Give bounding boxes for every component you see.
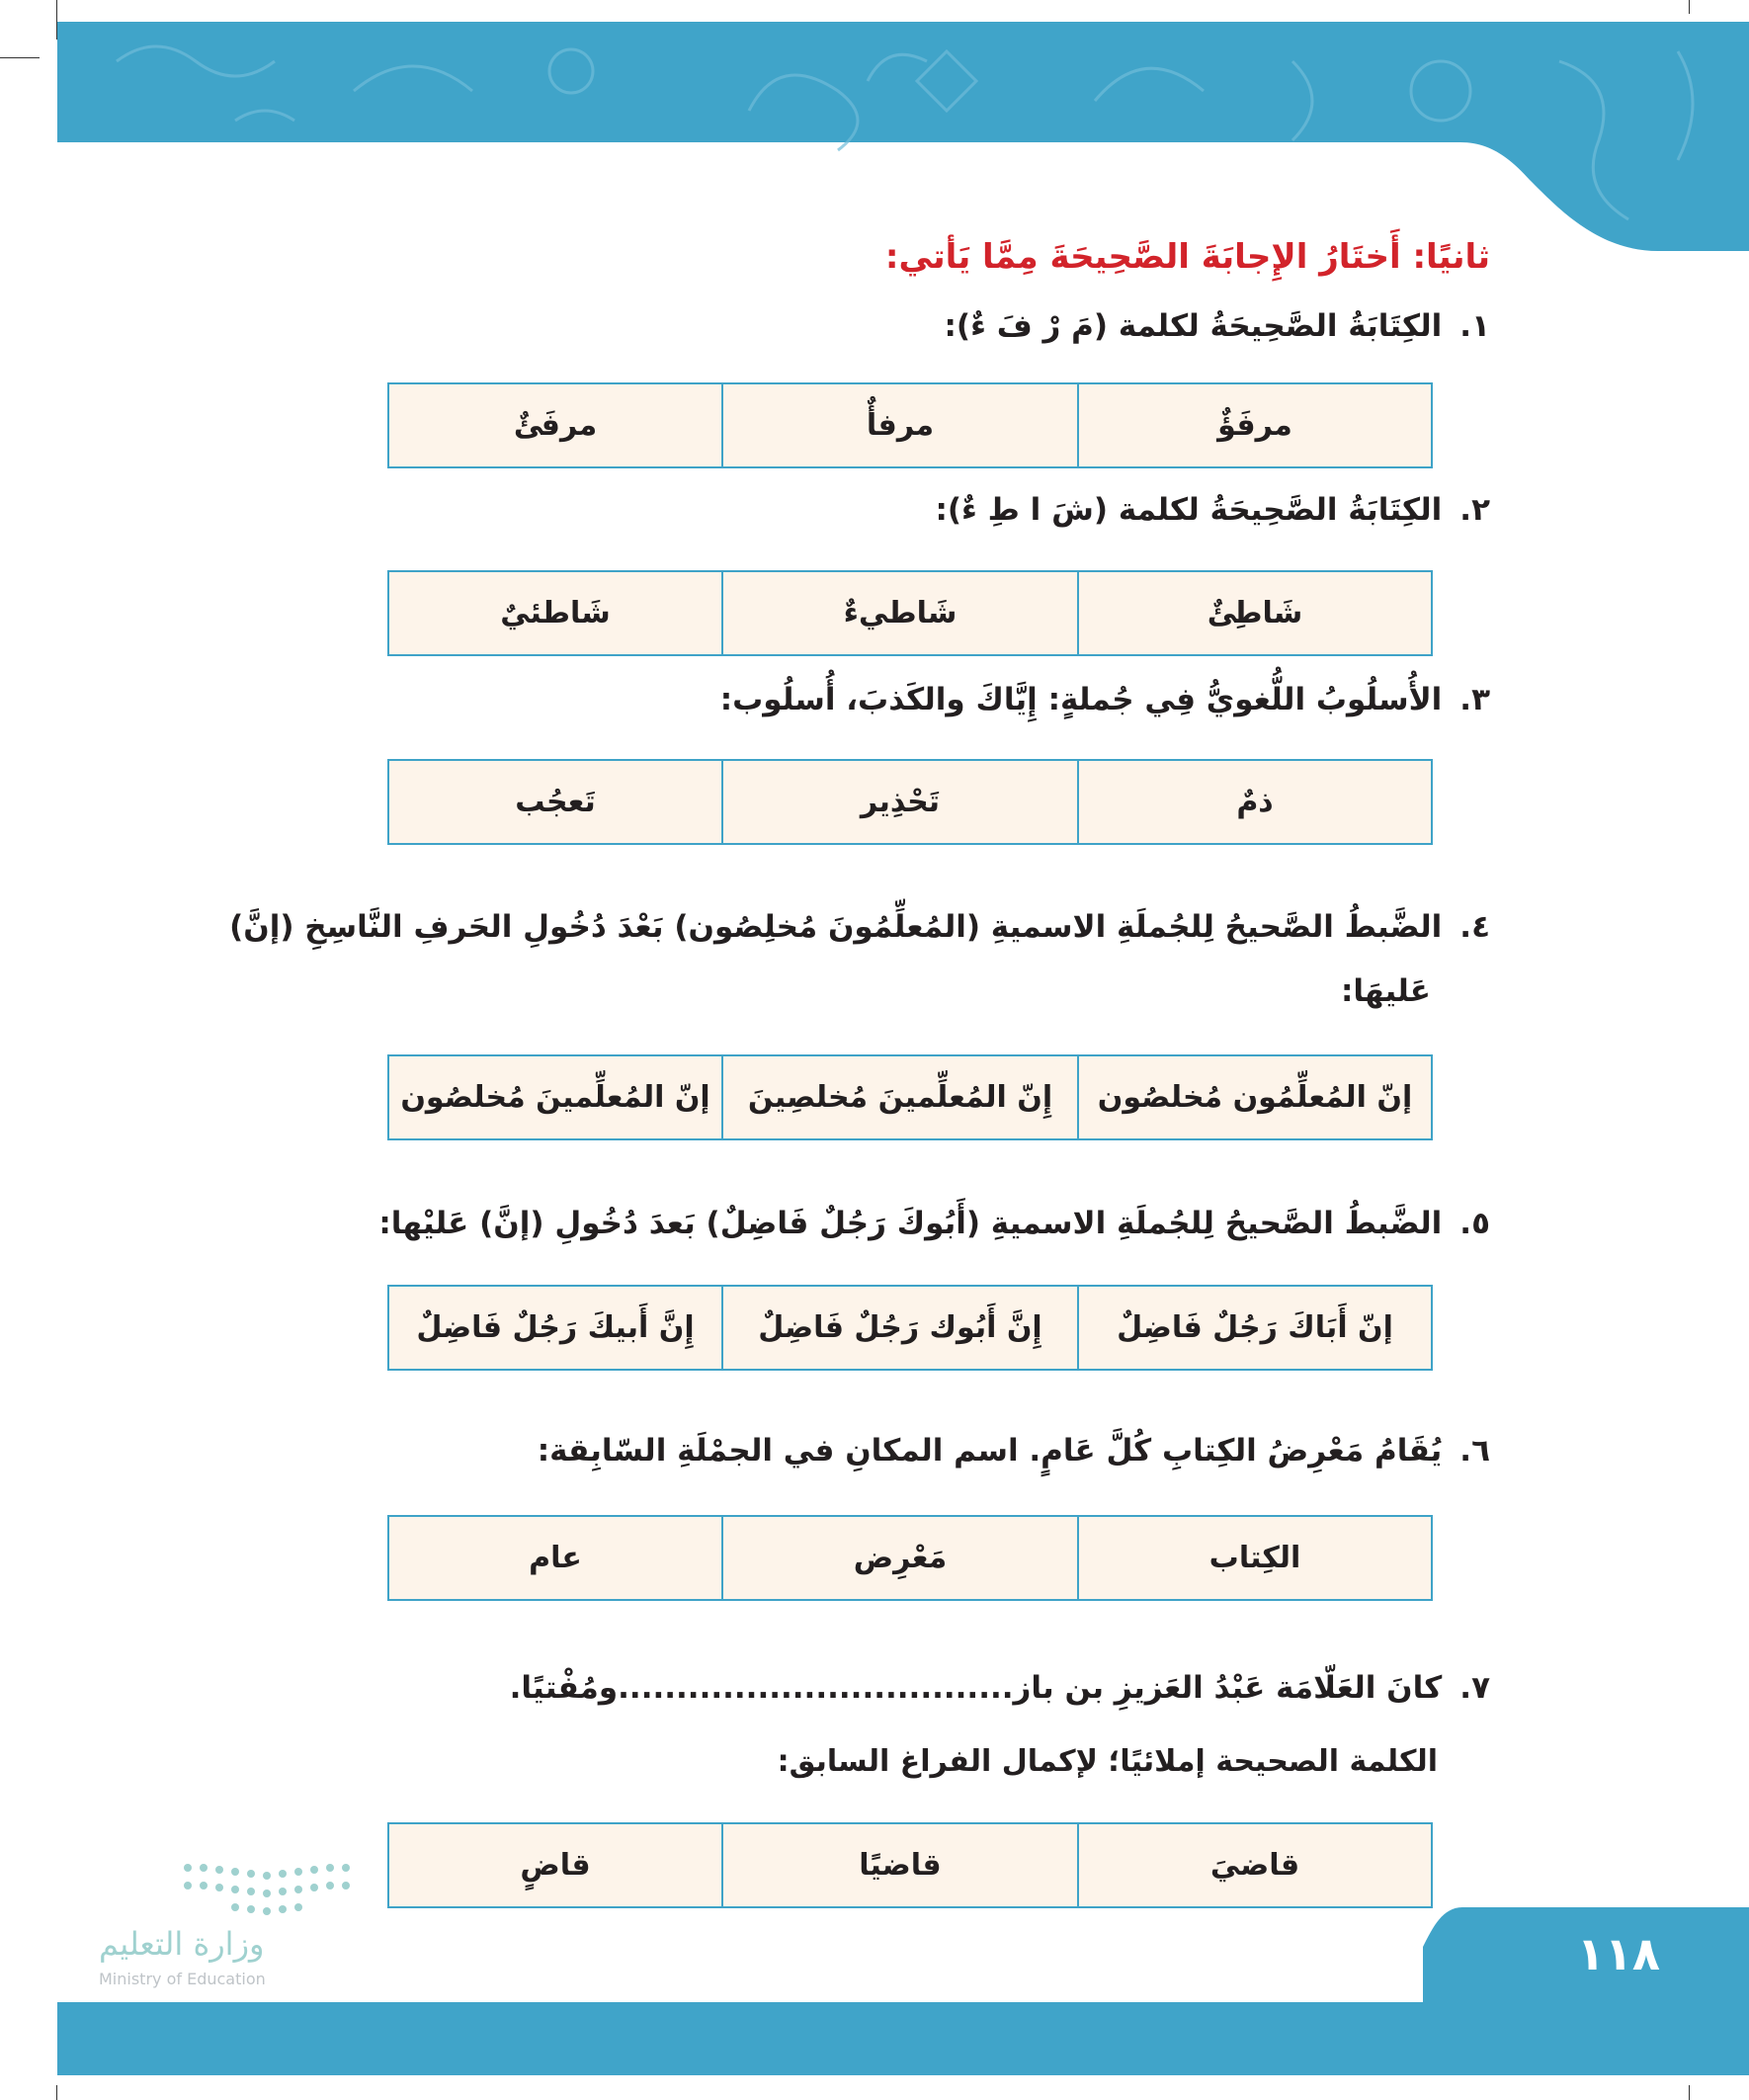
question-text: كانَ العَلّامَة عَبْدُ العَزيزِ بن باز..................................ومُفْتيًا. xyxy=(509,1670,1443,1706)
option-choice[interactable]: قاضٍ xyxy=(520,1848,591,1883)
ministry-name-arabic: وزارة التعليم xyxy=(99,1925,265,1963)
question-text: الضَّبطُ الصَّحيحُ لِلجُملَةِ الاسميةِ (المُعلِّمُونَ مُخلِصُون) بَعْدَ دُخُولِ الحَرفِ النَّاسِخِ (إنَّ) xyxy=(229,909,1443,945)
crop-mark xyxy=(1689,0,1690,14)
question-4 xyxy=(229,909,1490,945)
answer-options-6 xyxy=(387,1515,1433,1601)
question-3 xyxy=(720,682,1490,717)
question-text: الكِتَابَةُ الصَّحِيحَةُ لكلمة (شَ ا طِ ءٌ): xyxy=(935,492,1443,528)
top-banner xyxy=(57,22,1749,338)
question-number: ٤. xyxy=(1459,909,1490,945)
option-choice[interactable]: شَاطِئٌ xyxy=(1077,572,1431,654)
question-number: ٢. xyxy=(1459,492,1490,528)
question-1 xyxy=(945,308,1491,344)
option-choice[interactable]: عام xyxy=(529,1541,582,1575)
answer-options-4 xyxy=(387,1054,1433,1140)
question-number: ١. xyxy=(1459,308,1490,344)
option-choice[interactable]: قاضيًا xyxy=(721,1824,1077,1906)
answer-options-1 xyxy=(387,382,1433,468)
option-choice[interactable]: إنّ المُعلِّمُون مُخلصُون xyxy=(1077,1056,1431,1138)
question-subtext: الكلمة الصحيحة إملائيًا؛ لإكمال الفراغ السابق: xyxy=(777,1744,1438,1779)
option-choice[interactable]: مرفَئٌ xyxy=(513,408,598,443)
question-text: يُقَامُ مَعْرِضُ الكِتابِ كُلَّ عَامٍ. اسم المكانِ في الجمْلَةِ السّابِقة: xyxy=(537,1433,1443,1469)
option-choice[interactable]: مَعْرِض xyxy=(721,1517,1077,1599)
section-heading: ثانيًا: أَختَارُ الإِجابَةَ الصَّحِيحَةَ مِمَّا يَأتي: xyxy=(884,237,1490,277)
option-choice[interactable]: مرفَؤٌ xyxy=(1077,384,1431,466)
answer-options-5 xyxy=(387,1285,1433,1371)
crop-mark xyxy=(0,57,40,58)
crop-mark xyxy=(56,2085,57,2100)
option-choice[interactable]: إِنَّ أَبُوك رَجُلٌ فَاضِلٌ xyxy=(721,1287,1077,1369)
footer-band xyxy=(57,2002,1749,2075)
option-choice[interactable]: مرفأٌ xyxy=(721,384,1077,466)
crop-mark xyxy=(1689,2085,1690,2100)
question-number: ٥. xyxy=(1459,1206,1490,1241)
question-text: الكِتَابَةُ الصَّحِيحَةُ لكلمة (مَ رْ فَ ءٌ): xyxy=(944,308,1443,344)
ministry-name-english: Ministry of Education xyxy=(99,1970,266,1988)
option-choice[interactable]: شَاطيءٌ xyxy=(721,572,1077,654)
option-choice[interactable]: ذمٌ xyxy=(1077,761,1431,843)
banner-graphic xyxy=(57,22,1749,338)
answer-options-2 xyxy=(387,570,1433,656)
option-choice[interactable]: تَحْذِير xyxy=(721,761,1077,843)
question-text: الأُسلُوبُ اللُّغويُّ فِي جُملةٍ: إِيَّاكَ والكَذبَ، أُسلُوب: xyxy=(719,682,1443,717)
question-text-continued: عَليهَا: xyxy=(1341,973,1431,1009)
option-choice[interactable]: إِنّ المُعلِّمينَ مُخلصِينَ xyxy=(721,1056,1077,1138)
option-choice[interactable]: الكِتاب xyxy=(1077,1517,1431,1599)
option-choice[interactable]: قاضيَ xyxy=(1077,1824,1431,1906)
page-number: ١١٨ xyxy=(1576,1927,1660,1980)
ministry-logo-icon xyxy=(178,1858,356,1917)
question-5 xyxy=(378,1206,1490,1241)
question-7 xyxy=(510,1670,1490,1706)
option-choice[interactable]: إنّ أَبَاكَ رَجُلٌ فَاضِلٌ xyxy=(1077,1287,1431,1369)
question-text: الضَّبطُ الصَّحيحُ لِلجُملَةِ الاسميةِ (أَبُوكَ رَجُلٌ فَاضِلٌ) بَعدَ دُخُولِ (إنَّ) عَليْها: xyxy=(378,1206,1443,1241)
answer-options-3 xyxy=(387,759,1433,845)
option-choice[interactable]: إنّ المُعلِّمينَ مُخلصُون xyxy=(400,1080,710,1115)
question-6 xyxy=(538,1433,1490,1469)
option-choice[interactable]: شَاطئيٌ xyxy=(500,596,611,630)
answer-options-7 xyxy=(387,1822,1433,1908)
question-2 xyxy=(935,492,1490,528)
question-number: ٣. xyxy=(1459,682,1490,717)
question-number: ٦. xyxy=(1459,1433,1490,1469)
question-number: ٧. xyxy=(1459,1670,1490,1706)
option-choice[interactable]: تَعجُب xyxy=(515,785,596,819)
option-choice[interactable]: إِنَّ أَبيكَ رَجُلٌ فَاضِلٌ xyxy=(416,1310,695,1345)
